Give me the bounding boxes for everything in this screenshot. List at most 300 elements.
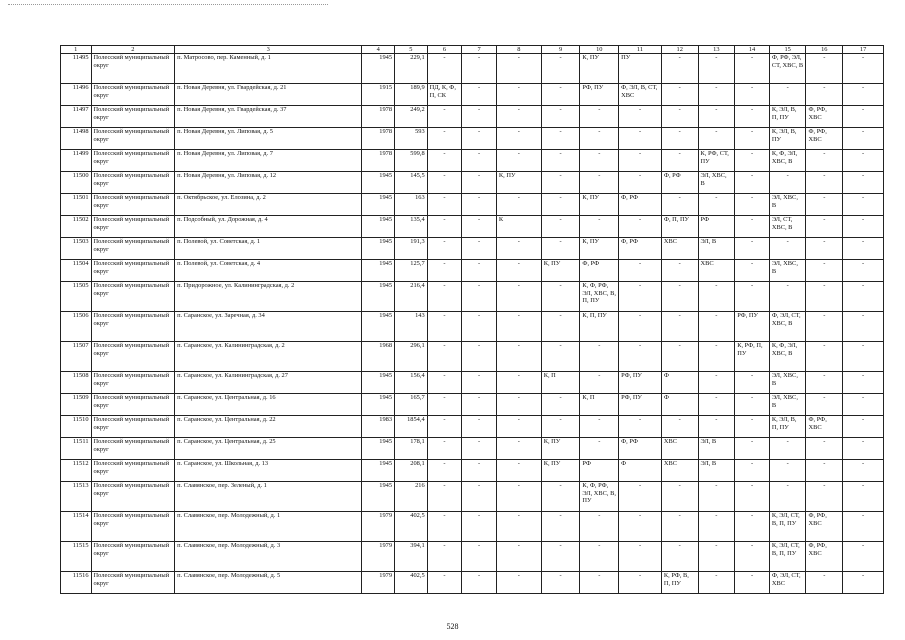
table-row	[61, 372, 884, 394]
table-cell: -	[698, 512, 735, 542]
table-cell: Ф, РФ, ЭЛ, СТ, ХВС, В	[769, 54, 806, 84]
table-cell: К, ПУ	[580, 238, 619, 260]
table-cell: К, Ф, РФ, ЭЛ, ХВС, В, ПУ	[580, 482, 619, 512]
table-cell: ХВС	[661, 238, 698, 260]
column-header: 2	[91, 46, 175, 54]
table-cell: -	[462, 172, 497, 194]
table-cell: -	[806, 238, 843, 260]
table-cell: -	[462, 572, 497, 594]
table-cell: -	[806, 150, 843, 172]
table-cell: -	[619, 542, 662, 572]
table-cell: К, ЭЛ, В, ПУ	[769, 128, 806, 150]
table-cell: -	[843, 460, 884, 482]
table-cell: -	[462, 482, 497, 512]
table-cell: Полесский муниципальный округ	[91, 312, 175, 342]
table-cell: -	[462, 84, 497, 106]
table-cell: К, ПУ	[541, 260, 580, 282]
table-cell: Ф	[661, 372, 698, 394]
table-cell: -	[462, 438, 497, 460]
table-cell: -	[462, 128, 497, 150]
table-cell: Ф, РФ, ХВС	[806, 542, 843, 572]
table-cell: -	[619, 260, 662, 282]
table-cell: -	[427, 172, 462, 194]
table-cell: -	[698, 394, 735, 416]
table-row	[61, 106, 884, 128]
table-cell: -	[806, 172, 843, 194]
table-cell: п. Славянское, пер. Молодежный, д. 5	[175, 572, 362, 594]
table-cell: К, П	[541, 372, 580, 394]
table-cell: Ф, П, ПУ	[661, 216, 698, 238]
table-cell: -	[843, 542, 884, 572]
table-cell: 11506	[61, 312, 92, 342]
table-cell: 11515	[61, 542, 92, 572]
table-cell: -	[843, 172, 884, 194]
table-cell: 1979	[362, 512, 395, 542]
table-cell: -	[661, 150, 698, 172]
table-row	[61, 416, 884, 438]
table-cell: -	[843, 106, 884, 128]
table-row	[61, 512, 884, 542]
table-cell: -	[698, 54, 735, 84]
table-cell: -	[427, 416, 462, 438]
column-header: 3	[175, 46, 362, 54]
table-cell: п. Полевой, ул. Советская, д. 1	[175, 238, 362, 260]
table-cell: -	[619, 172, 662, 194]
table-cell: Полесский муниципальный округ	[91, 438, 175, 460]
table-cell: Ф, ЭЛ, СТ, ХВС, В	[769, 312, 806, 342]
table-cell: -	[580, 372, 619, 394]
table-cell: п. Новая Деревня, ул. Липовая, д. 5	[175, 128, 362, 150]
table-cell: -	[843, 342, 884, 372]
table-cell: 11505	[61, 282, 92, 312]
table-row	[61, 54, 884, 84]
table-cell: 1945	[362, 438, 395, 460]
table-cell: К, ЭЛ, СТ, В, П, ПУ	[769, 512, 806, 542]
table-cell: -	[735, 238, 770, 260]
table-cell: -	[462, 282, 497, 312]
table-cell: Полесский муниципальный округ	[91, 282, 175, 312]
table-row	[61, 438, 884, 460]
table-cell: -	[462, 512, 497, 542]
table-cell: -	[496, 512, 541, 542]
table-cell: -	[427, 572, 462, 594]
table-cell: Полесский муниципальный округ	[91, 238, 175, 260]
table-cell: -	[843, 282, 884, 312]
table-row	[61, 282, 884, 312]
table-cell: -	[661, 194, 698, 216]
table-cell: -	[580, 542, 619, 572]
housing-register-table	[60, 45, 884, 594]
table-cell: -	[541, 282, 580, 312]
table-cell: 11497	[61, 106, 92, 128]
table-cell: -	[427, 106, 462, 128]
table-cell: -	[496, 482, 541, 512]
table-cell: п. Придорожное, ул. Калининградская, д. 2	[175, 282, 362, 312]
table-cell: К, РФ, П, ПУ	[735, 342, 770, 372]
table-cell: 1978	[362, 128, 395, 150]
table-cell: 1945	[362, 312, 395, 342]
table-cell: п. Саранское, ул. Калининградская, д. 2	[175, 342, 362, 372]
table-cell: Ф, РФ	[619, 438, 662, 460]
table-cell: -	[843, 394, 884, 416]
table-cell: -	[619, 282, 662, 312]
table-cell: Ф, РФ	[661, 172, 698, 194]
table-cell: -	[843, 438, 884, 460]
table-cell: -	[462, 394, 497, 416]
table-cell: -	[541, 482, 580, 512]
table-cell: -	[619, 342, 662, 372]
table-cell: 143	[395, 312, 428, 342]
table-cell: 11499	[61, 150, 92, 172]
table-cell: -	[541, 128, 580, 150]
table-cell: ХВС	[698, 260, 735, 282]
table-cell: ЭЛ, ХВС, В	[698, 172, 735, 194]
table-cell: -	[580, 342, 619, 372]
table-cell: 11507	[61, 342, 92, 372]
table-cell: 1854,4	[395, 416, 428, 438]
table-cell: Полесский муниципальный округ	[91, 342, 175, 372]
table-cell: -	[806, 572, 843, 594]
table-cell: -	[661, 542, 698, 572]
table-row	[61, 572, 884, 594]
column-header: 12	[661, 46, 698, 54]
table-cell: п. Новая Деревня, ул. Гвардейская, д. 21	[175, 84, 362, 106]
table-cell: -	[427, 460, 462, 482]
table-cell: ЭЛ, В	[698, 438, 735, 460]
table-cell: К, ПУ	[580, 54, 619, 84]
table-cell: 135,4	[395, 216, 428, 238]
table-cell: -	[619, 150, 662, 172]
table-cell: Ф, РФ	[619, 238, 662, 260]
table-cell: Ф, РФ, ХВС	[806, 416, 843, 438]
table-cell: 11516	[61, 572, 92, 594]
table-cell: РФ	[698, 216, 735, 238]
table-cell: -	[806, 260, 843, 282]
column-header: 6	[427, 46, 462, 54]
table-cell: 11513	[61, 482, 92, 512]
column-header: 7	[462, 46, 497, 54]
table-cell: п. Саранское, ул. Центральная, д. 22	[175, 416, 362, 438]
table-row	[61, 238, 884, 260]
table-cell: -	[580, 572, 619, 594]
table-cell: -	[619, 416, 662, 438]
table-cell: п. Славянское, пер. Зеленый, д. 1	[175, 482, 362, 512]
table-cell: -	[541, 238, 580, 260]
table-cell: Полесский муниципальный округ	[91, 106, 175, 128]
table-row	[61, 460, 884, 482]
table-cell: 1968	[362, 342, 395, 372]
table-cell: 216,4	[395, 282, 428, 312]
table-cell: -	[496, 460, 541, 482]
table-cell: -	[661, 282, 698, 312]
table-cell: -	[427, 542, 462, 572]
column-header: 8	[496, 46, 541, 54]
table-cell: -	[541, 512, 580, 542]
table-cell: 163	[395, 194, 428, 216]
table-cell: -	[735, 106, 770, 128]
table-cell: Полесский муниципальный округ	[91, 416, 175, 438]
table-cell: ПД, К, Ф, П, СК	[427, 84, 462, 106]
table-cell: 1945	[362, 260, 395, 282]
table-cell: -	[619, 106, 662, 128]
table-cell: -	[496, 150, 541, 172]
table-cell: К, ЭЛ, В, П, ПУ	[769, 416, 806, 438]
table-cell: -	[806, 460, 843, 482]
column-header: 17	[843, 46, 884, 54]
table-cell: 593	[395, 128, 428, 150]
table-row	[61, 394, 884, 416]
table-cell: -	[735, 542, 770, 572]
table-cell: 1945	[362, 482, 395, 512]
table-cell: К, ПУ	[580, 194, 619, 216]
table-cell: -	[496, 84, 541, 106]
table-cell: 11496	[61, 84, 92, 106]
table-cell: К, Ф, ЭЛ, ХВС, В	[769, 150, 806, 172]
table-cell: -	[769, 482, 806, 512]
table-cell: -	[580, 512, 619, 542]
table-cell: -	[427, 194, 462, 216]
column-header: 5	[395, 46, 428, 54]
table-cell: ПУ	[619, 54, 662, 84]
table-cell: 394,1	[395, 542, 428, 572]
table-cell: ХВС	[661, 460, 698, 482]
table-cell: Полесский муниципальный округ	[91, 128, 175, 150]
table-cell: -	[496, 372, 541, 394]
table-cell: -	[661, 260, 698, 282]
table-cell: -	[735, 572, 770, 594]
table-row	[61, 84, 884, 106]
table-cell: 1915	[362, 84, 395, 106]
table-cell: п. Новая Деревня, ул. Липовая, д. 7	[175, 150, 362, 172]
table-cell: 11508	[61, 372, 92, 394]
table-cell: -	[619, 512, 662, 542]
table-cell: 1945	[362, 238, 395, 260]
table-cell: РФ	[580, 460, 619, 482]
table-cell: 11504	[61, 260, 92, 282]
table-cell: -	[698, 128, 735, 150]
table-cell: -	[580, 172, 619, 194]
table-cell: -	[619, 312, 662, 342]
table-cell: 296,1	[395, 342, 428, 372]
table-cell: -	[661, 106, 698, 128]
table-cell: 216	[395, 482, 428, 512]
table-cell: РФ, ПУ	[735, 312, 770, 342]
table-cell: -	[806, 54, 843, 84]
column-header: 16	[806, 46, 843, 54]
table-cell: -	[698, 342, 735, 372]
table-cell: -	[843, 482, 884, 512]
table-cell: -	[698, 282, 735, 312]
table-cell: К, РФ, В, П, ПУ	[661, 572, 698, 594]
table-cell: -	[541, 54, 580, 84]
table-cell: -	[462, 238, 497, 260]
table-cell: Полесский муниципальный округ	[91, 260, 175, 282]
table-cell: -	[462, 54, 497, 84]
table-cell: 189,9	[395, 84, 428, 106]
table-cell: -	[496, 342, 541, 372]
table-row	[61, 260, 884, 282]
table-cell: -	[496, 106, 541, 128]
table-row	[61, 482, 884, 512]
table-row	[61, 172, 884, 194]
table-cell: -	[806, 216, 843, 238]
table-cell: 1945	[362, 372, 395, 394]
table-cell: ЭЛ, ХВС, В	[769, 372, 806, 394]
table-cell: -	[541, 84, 580, 106]
table-cell: -	[496, 54, 541, 84]
table-cell: -	[661, 512, 698, 542]
table-cell: -	[843, 260, 884, 282]
table-cell: -	[698, 542, 735, 572]
table-cell: -	[462, 194, 497, 216]
column-header: 9	[541, 46, 580, 54]
table-cell: п. Саранское, ул. Калининградская, д. 27	[175, 372, 362, 394]
table-cell: -	[769, 438, 806, 460]
table-cell: -	[698, 312, 735, 342]
table-cell: -	[427, 282, 462, 312]
table-cell: -	[806, 372, 843, 394]
table-row	[61, 150, 884, 172]
table-cell: К, ПУ	[496, 172, 541, 194]
table-cell: -	[427, 372, 462, 394]
table-cell: -	[843, 512, 884, 542]
table-cell: -	[661, 128, 698, 150]
table-cell: -	[427, 312, 462, 342]
table-cell: -	[735, 482, 770, 512]
table-cell: -	[462, 416, 497, 438]
table-cell: -	[496, 260, 541, 282]
table-cell: п. Новая Деревня, ул. Гвардейская, д. 37	[175, 106, 362, 128]
table-cell: -	[427, 438, 462, 460]
table-cell: -	[735, 460, 770, 482]
table-cell: -	[427, 150, 462, 172]
table-cell: -	[735, 260, 770, 282]
table-cell: -	[496, 238, 541, 260]
table-cell: -	[735, 84, 770, 106]
table-cell: 1945	[362, 216, 395, 238]
table-cell: -	[541, 194, 580, 216]
table-cell: -	[619, 482, 662, 512]
table-cell: Ф, РФ, ХВС	[806, 512, 843, 542]
table-cell: -	[769, 282, 806, 312]
table-cell: -	[462, 542, 497, 572]
table-cell: -	[580, 106, 619, 128]
table-cell: Полесский муниципальный округ	[91, 460, 175, 482]
column-header: 15	[769, 46, 806, 54]
table-cell: -	[462, 312, 497, 342]
table-cell: -	[806, 84, 843, 106]
table-cell: -	[427, 482, 462, 512]
table-row	[61, 342, 884, 372]
table-cell: -	[735, 438, 770, 460]
table-cell: -	[843, 194, 884, 216]
table-cell: -	[496, 128, 541, 150]
table-cell: К, П	[580, 394, 619, 416]
table-cell: К, ПУ	[541, 438, 580, 460]
table-cell: -	[496, 394, 541, 416]
table-cell: -	[769, 238, 806, 260]
table-cell: 11498	[61, 128, 92, 150]
table-cell: ЭЛ, В	[698, 238, 735, 260]
table-cell: К, ПУ	[541, 460, 580, 482]
table-cell: п. Полевой, ул. Советская, д. 4	[175, 260, 362, 282]
table-cell: -	[541, 542, 580, 572]
table-cell: ЭЛ, ХВС, В	[769, 260, 806, 282]
table-cell: Ф, ЭЛ, СТ, ХВС	[769, 572, 806, 594]
table-cell: -	[462, 150, 497, 172]
table-cell: -	[619, 216, 662, 238]
table-cell: -	[427, 260, 462, 282]
table-cell: РФ, ПУ	[619, 372, 662, 394]
table-cell: -	[619, 572, 662, 594]
table-cell: -	[806, 438, 843, 460]
table-cell: 1945	[362, 282, 395, 312]
table-row	[61, 312, 884, 342]
table-cell: 1945	[362, 54, 395, 84]
table-cell: -	[843, 216, 884, 238]
table-cell: -	[735, 194, 770, 216]
table-cell: К, ЭЛ, СТ, В, П, ПУ	[769, 542, 806, 572]
table-cell: 125,7	[395, 260, 428, 282]
table-cell: К, Ф, РФ, ЭЛ, ХВС, В, П, ПУ	[580, 282, 619, 312]
table-cell: -	[698, 416, 735, 438]
table-cell: -	[735, 282, 770, 312]
table-cell: -	[661, 482, 698, 512]
table-cell: ЭЛ, В	[698, 460, 735, 482]
table-cell: Полесский муниципальный округ	[91, 216, 175, 238]
table-cell: -	[698, 482, 735, 512]
table-cell: -	[806, 194, 843, 216]
table-cell: -	[843, 150, 884, 172]
table-cell: 208,1	[395, 460, 428, 482]
column-header: 1	[61, 46, 92, 54]
table-cell: -	[427, 54, 462, 84]
table-cell: Полесский муниципальный округ	[91, 482, 175, 512]
table-cell: -	[541, 216, 580, 238]
table-cell: -	[496, 438, 541, 460]
table-cell: -	[843, 54, 884, 84]
table-cell: -	[496, 194, 541, 216]
table-cell: 178,1	[395, 438, 428, 460]
table-row	[61, 194, 884, 216]
table-cell: -	[769, 460, 806, 482]
table-cell: -	[496, 572, 541, 594]
table-cell: -	[661, 312, 698, 342]
table-cell: 599,8	[395, 150, 428, 172]
table-cell: -	[580, 416, 619, 438]
table-cell: -	[580, 128, 619, 150]
table-row	[61, 542, 884, 572]
column-header: 4	[362, 46, 395, 54]
table-cell: Полесский муниципальный округ	[91, 150, 175, 172]
table-cell: РФ, ПУ	[580, 84, 619, 106]
table-cell: 249,2	[395, 106, 428, 128]
table-cell: 11510	[61, 416, 92, 438]
table-cell: Ф	[619, 460, 662, 482]
table-cell: Полесский муниципальный округ	[91, 172, 175, 194]
table-cell: -	[698, 372, 735, 394]
table-cell: -	[427, 394, 462, 416]
table-cell: -	[843, 238, 884, 260]
table-cell: -	[427, 238, 462, 260]
table-cell: Полесский муниципальный округ	[91, 54, 175, 84]
table-cell: 156,4	[395, 372, 428, 394]
table-cell: 402,5	[395, 512, 428, 542]
table-cell: 1945	[362, 194, 395, 216]
table-body	[61, 54, 884, 594]
table-row	[61, 216, 884, 238]
table-cell: Полесский муниципальный округ	[91, 572, 175, 594]
